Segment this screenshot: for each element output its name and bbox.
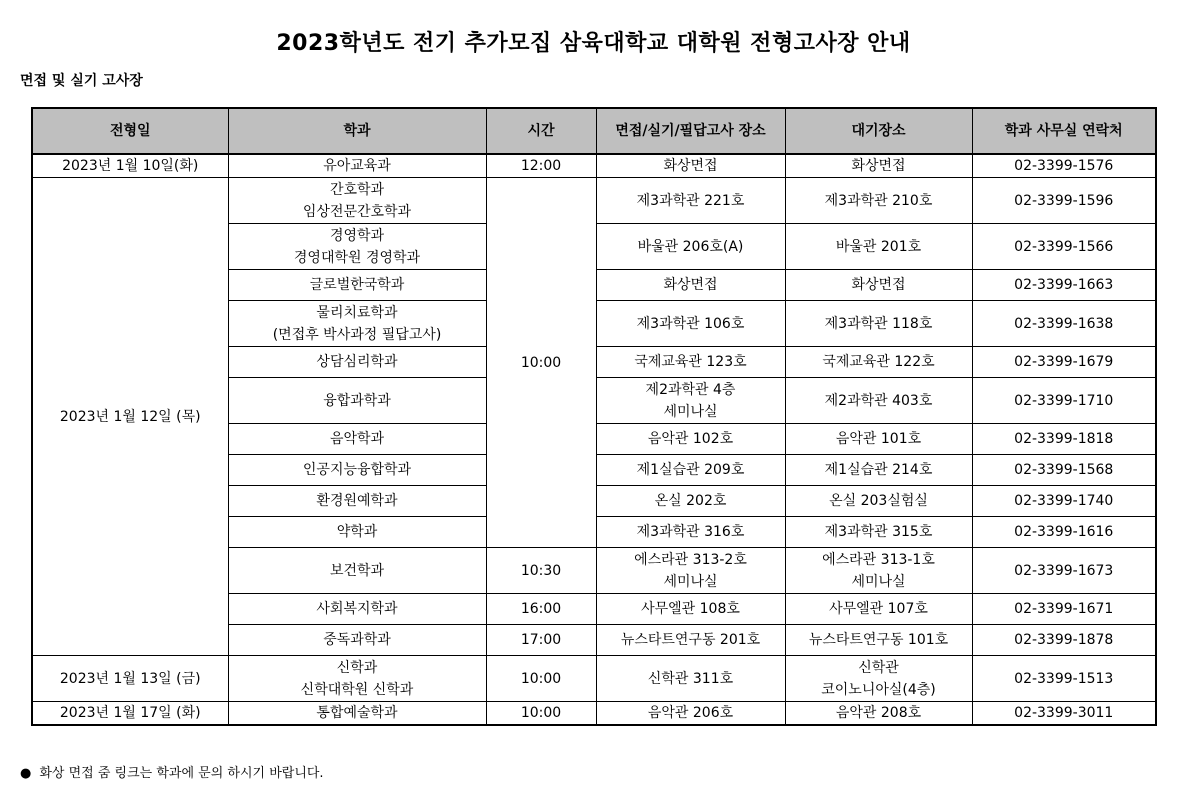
cell-waiting-line: 세미나실 <box>851 573 906 590</box>
cell-contact: 02-3399-1513 <box>972 656 1156 702</box>
cell-contact: 02-3399-1673 <box>972 548 1156 594</box>
cell-dept-line: (면접후 박사과정 필답고사) <box>272 326 442 343</box>
cell-waiting-line: 화상면접 <box>851 158 906 174</box>
cell-venue-line: 세미나실 <box>663 573 718 590</box>
cell-contact: 02-3399-1878 <box>972 625 1156 656</box>
cell-waiting-line: 뉴스타트연구동 101호 <box>808 632 949 648</box>
cell-venue <box>596 347 785 378</box>
cell-contact: 02-3399-1710 <box>972 378 1156 424</box>
cell-dept <box>228 594 486 625</box>
cell-waiting <box>785 702 972 726</box>
cell-contact: 02-3399-1616 <box>972 517 1156 548</box>
cell-date: 2023년 1월 13일 (금) <box>32 656 228 702</box>
cell-dept-line: 통합예술학과 <box>316 705 398 721</box>
cell-contact: 02-3399-3011 <box>972 702 1156 726</box>
cell-dept-line: 경영대학원 경영학과 <box>293 249 421 266</box>
cell-venue <box>596 424 785 455</box>
cell-dept <box>228 270 486 301</box>
cell-dept-line: 중독과학과 <box>323 632 391 648</box>
cell-venue-line: 바울관 206호(A) <box>637 238 744 255</box>
cell-time: 10:00 <box>486 702 596 726</box>
cell-contact: 02-3399-1596 <box>972 178 1156 224</box>
cell-waiting-line: 제3과학관 315호 <box>824 524 933 540</box>
cell-contact: 02-3399-1663 <box>972 270 1156 301</box>
table-header-row <box>32 108 1156 154</box>
header-venue <box>596 108 785 154</box>
cell-dept <box>228 517 486 548</box>
cell-venue-line: 제2과학관 4층 <box>645 381 736 398</box>
cell-waiting-line: 사무엘관 107호 <box>829 601 928 617</box>
cell-waiting <box>785 224 972 270</box>
cell-venue <box>596 378 785 424</box>
table-row <box>32 178 1156 224</box>
cell-dept-line: 간호학과 <box>329 181 385 198</box>
cell-dept <box>228 378 486 424</box>
cell-dept-line: 상담심리학과 <box>316 354 398 370</box>
cell-dept-line: 보건학과 <box>329 562 385 579</box>
cell-time: 12:00 <box>486 154 596 178</box>
cell-time: 10:00 <box>486 656 596 702</box>
cell-venue <box>596 301 785 347</box>
cell-venue-line: 음악관 102호 <box>647 431 734 447</box>
cell-dept <box>228 548 486 594</box>
cell-waiting <box>785 301 972 347</box>
cell-venue-line: 에스라관 313-2호 <box>634 551 747 568</box>
cell-waiting <box>785 486 972 517</box>
cell-waiting <box>785 347 972 378</box>
cell-dept <box>228 702 486 726</box>
header-dept: 학과 <box>228 108 486 154</box>
cell-waiting-line: 코이노니아실(4층) <box>821 681 936 698</box>
cell-time: 10:30 <box>486 548 596 594</box>
cell-dept-line: 인공지능융합학과 <box>302 462 412 478</box>
cell-venue <box>596 548 785 594</box>
cell-dept-line: 임상전문간호학과 <box>302 203 412 220</box>
header-date: 전형일 <box>32 108 228 154</box>
cell-time: 10:00 <box>486 178 596 548</box>
cell-waiting-line: 음악관 208호 <box>835 705 922 721</box>
cell-contact: 02-3399-1576 <box>972 154 1156 178</box>
cell-venue-line: 온실 202호 <box>654 493 727 509</box>
cell-dept <box>228 424 486 455</box>
cell-dept <box>228 656 486 702</box>
cell-venue <box>596 656 785 702</box>
header-venue-line: 면접/실기/필답고사 <box>615 122 734 139</box>
cell-waiting <box>785 378 972 424</box>
cell-venue-line: 국제교육관 123호 <box>634 354 747 370</box>
cell-waiting-line: 제3과학관 118호 <box>824 315 933 332</box>
cell-waiting-line: 제1실습관 214호 <box>824 462 933 478</box>
cell-venue-line: 화상면접 <box>663 158 718 174</box>
cell-dept <box>228 347 486 378</box>
cell-venue-line: 제1실습관 209호 <box>636 462 745 478</box>
cell-date: 2023년 1월 17일 (화) <box>32 702 228 726</box>
cell-dept-line: 글로벌한국학과 <box>309 277 405 293</box>
cell-contact: 02-3399-1740 <box>972 486 1156 517</box>
cell-dept <box>228 178 486 224</box>
table-row <box>32 656 1156 702</box>
cell-dept-line: 약학과 <box>336 524 378 540</box>
schedule-table <box>31 107 1157 726</box>
cell-time: 16:00 <box>486 594 596 625</box>
cell-dept-line: 물리치료학과 <box>316 304 398 321</box>
cell-contact: 02-3399-1671 <box>972 594 1156 625</box>
cell-waiting <box>785 594 972 625</box>
cell-dept-line: 경영학과 <box>329 227 385 244</box>
cell-dept <box>228 625 486 656</box>
cell-contact: 02-3399-1638 <box>972 301 1156 347</box>
cell-waiting-line: 바울관 201호 <box>835 238 922 255</box>
cell-venue-line: 음악관 206호 <box>647 705 734 721</box>
cell-venue <box>596 594 785 625</box>
cell-waiting <box>785 517 972 548</box>
table-body <box>32 154 1156 725</box>
cell-dept <box>228 455 486 486</box>
cell-waiting-line: 국제교육관 122호 <box>822 354 935 370</box>
cell-venue <box>596 625 785 656</box>
cell-venue <box>596 224 785 270</box>
cell-waiting <box>785 625 972 656</box>
cell-dept <box>228 154 486 178</box>
cell-date: 2023년 1월 12일 (목) <box>32 178 228 656</box>
cell-waiting-line: 화상면접 <box>851 277 906 293</box>
table-row <box>32 154 1156 178</box>
cell-venue <box>596 178 785 224</box>
cell-dept-line: 신학대학원 신학과 <box>300 681 414 698</box>
cell-waiting <box>785 656 972 702</box>
cell-venue-line: 세미나실 <box>663 403 718 420</box>
cell-waiting-line: 에스라관 313-1호 <box>822 551 935 568</box>
cell-venue <box>596 455 785 486</box>
cell-waiting-line: 제2과학관 403호 <box>824 392 933 409</box>
cell-venue-line: 뉴스타트연구동 201호 <box>620 632 761 648</box>
cell-dept-line: 융합과학과 <box>323 392 391 409</box>
cell-venue-line: 제3과학관 316호 <box>636 524 745 540</box>
cell-waiting <box>785 178 972 224</box>
cell-contact: 02-3399-1566 <box>972 224 1156 270</box>
cell-venue <box>596 517 785 548</box>
cell-venue-line: 화상면접 <box>663 277 718 293</box>
cell-waiting <box>785 154 972 178</box>
section-subtitle: 면접 및 실기 고사장 <box>20 73 143 89</box>
cell-venue-line: 사무엘관 108호 <box>641 601 740 617</box>
cell-time: 17:00 <box>486 625 596 656</box>
cell-dept-line: 음악학과 <box>329 431 385 447</box>
cell-waiting-line: 음악관 101호 <box>835 431 922 447</box>
cell-waiting <box>785 270 972 301</box>
cell-waiting-line: 신학관 <box>858 659 899 676</box>
cell-dept-line: 유아교육과 <box>323 158 391 174</box>
cell-contact: 02-3399-1818 <box>972 424 1156 455</box>
header-time: 시간 <box>486 108 596 154</box>
header-contact: 학과 사무실 연락처 <box>972 108 1156 154</box>
cell-venue-line: 신학관 311호 <box>647 670 734 687</box>
cell-venue-line: 제3과학관 106호 <box>636 315 745 332</box>
cell-venue-line: 제3과학관 221호 <box>636 192 745 209</box>
footnote <box>20 762 324 781</box>
bullet-icon: ● <box>20 766 32 781</box>
cell-waiting-line: 제3과학관 210호 <box>824 192 933 209</box>
header-venue-line: 장소 <box>738 122 766 139</box>
cell-dept-line: 사회복지학과 <box>316 601 398 617</box>
cell-dept-line: 환경원예학과 <box>316 493 398 509</box>
cell-waiting <box>785 455 972 486</box>
page-title: 2023학년도 전기 추가모집 삼육대학교 대학원 전형고사장 안내 <box>276 31 911 56</box>
cell-waiting <box>785 424 972 455</box>
cell-dept-line: 신학과 <box>336 659 378 676</box>
cell-venue <box>596 270 785 301</box>
cell-dept <box>228 301 486 347</box>
cell-venue <box>596 486 785 517</box>
cell-date: 2023년 1월 10일(화) <box>32 154 228 178</box>
cell-contact: 02-3399-1568 <box>972 455 1156 486</box>
footnote-text: 화상 면접 줌 링크는 학과에 문의 하시기 바랍니다. <box>39 766 324 781</box>
table-row <box>32 702 1156 726</box>
cell-venue <box>596 702 785 726</box>
cell-waiting <box>785 548 972 594</box>
header-waiting: 대기장소 <box>785 108 972 154</box>
cell-venue <box>596 154 785 178</box>
cell-contact: 02-3399-1679 <box>972 347 1156 378</box>
cell-waiting-line: 온실 203실험실 <box>829 493 928 509</box>
cell-dept <box>228 486 486 517</box>
cell-dept <box>228 224 486 270</box>
